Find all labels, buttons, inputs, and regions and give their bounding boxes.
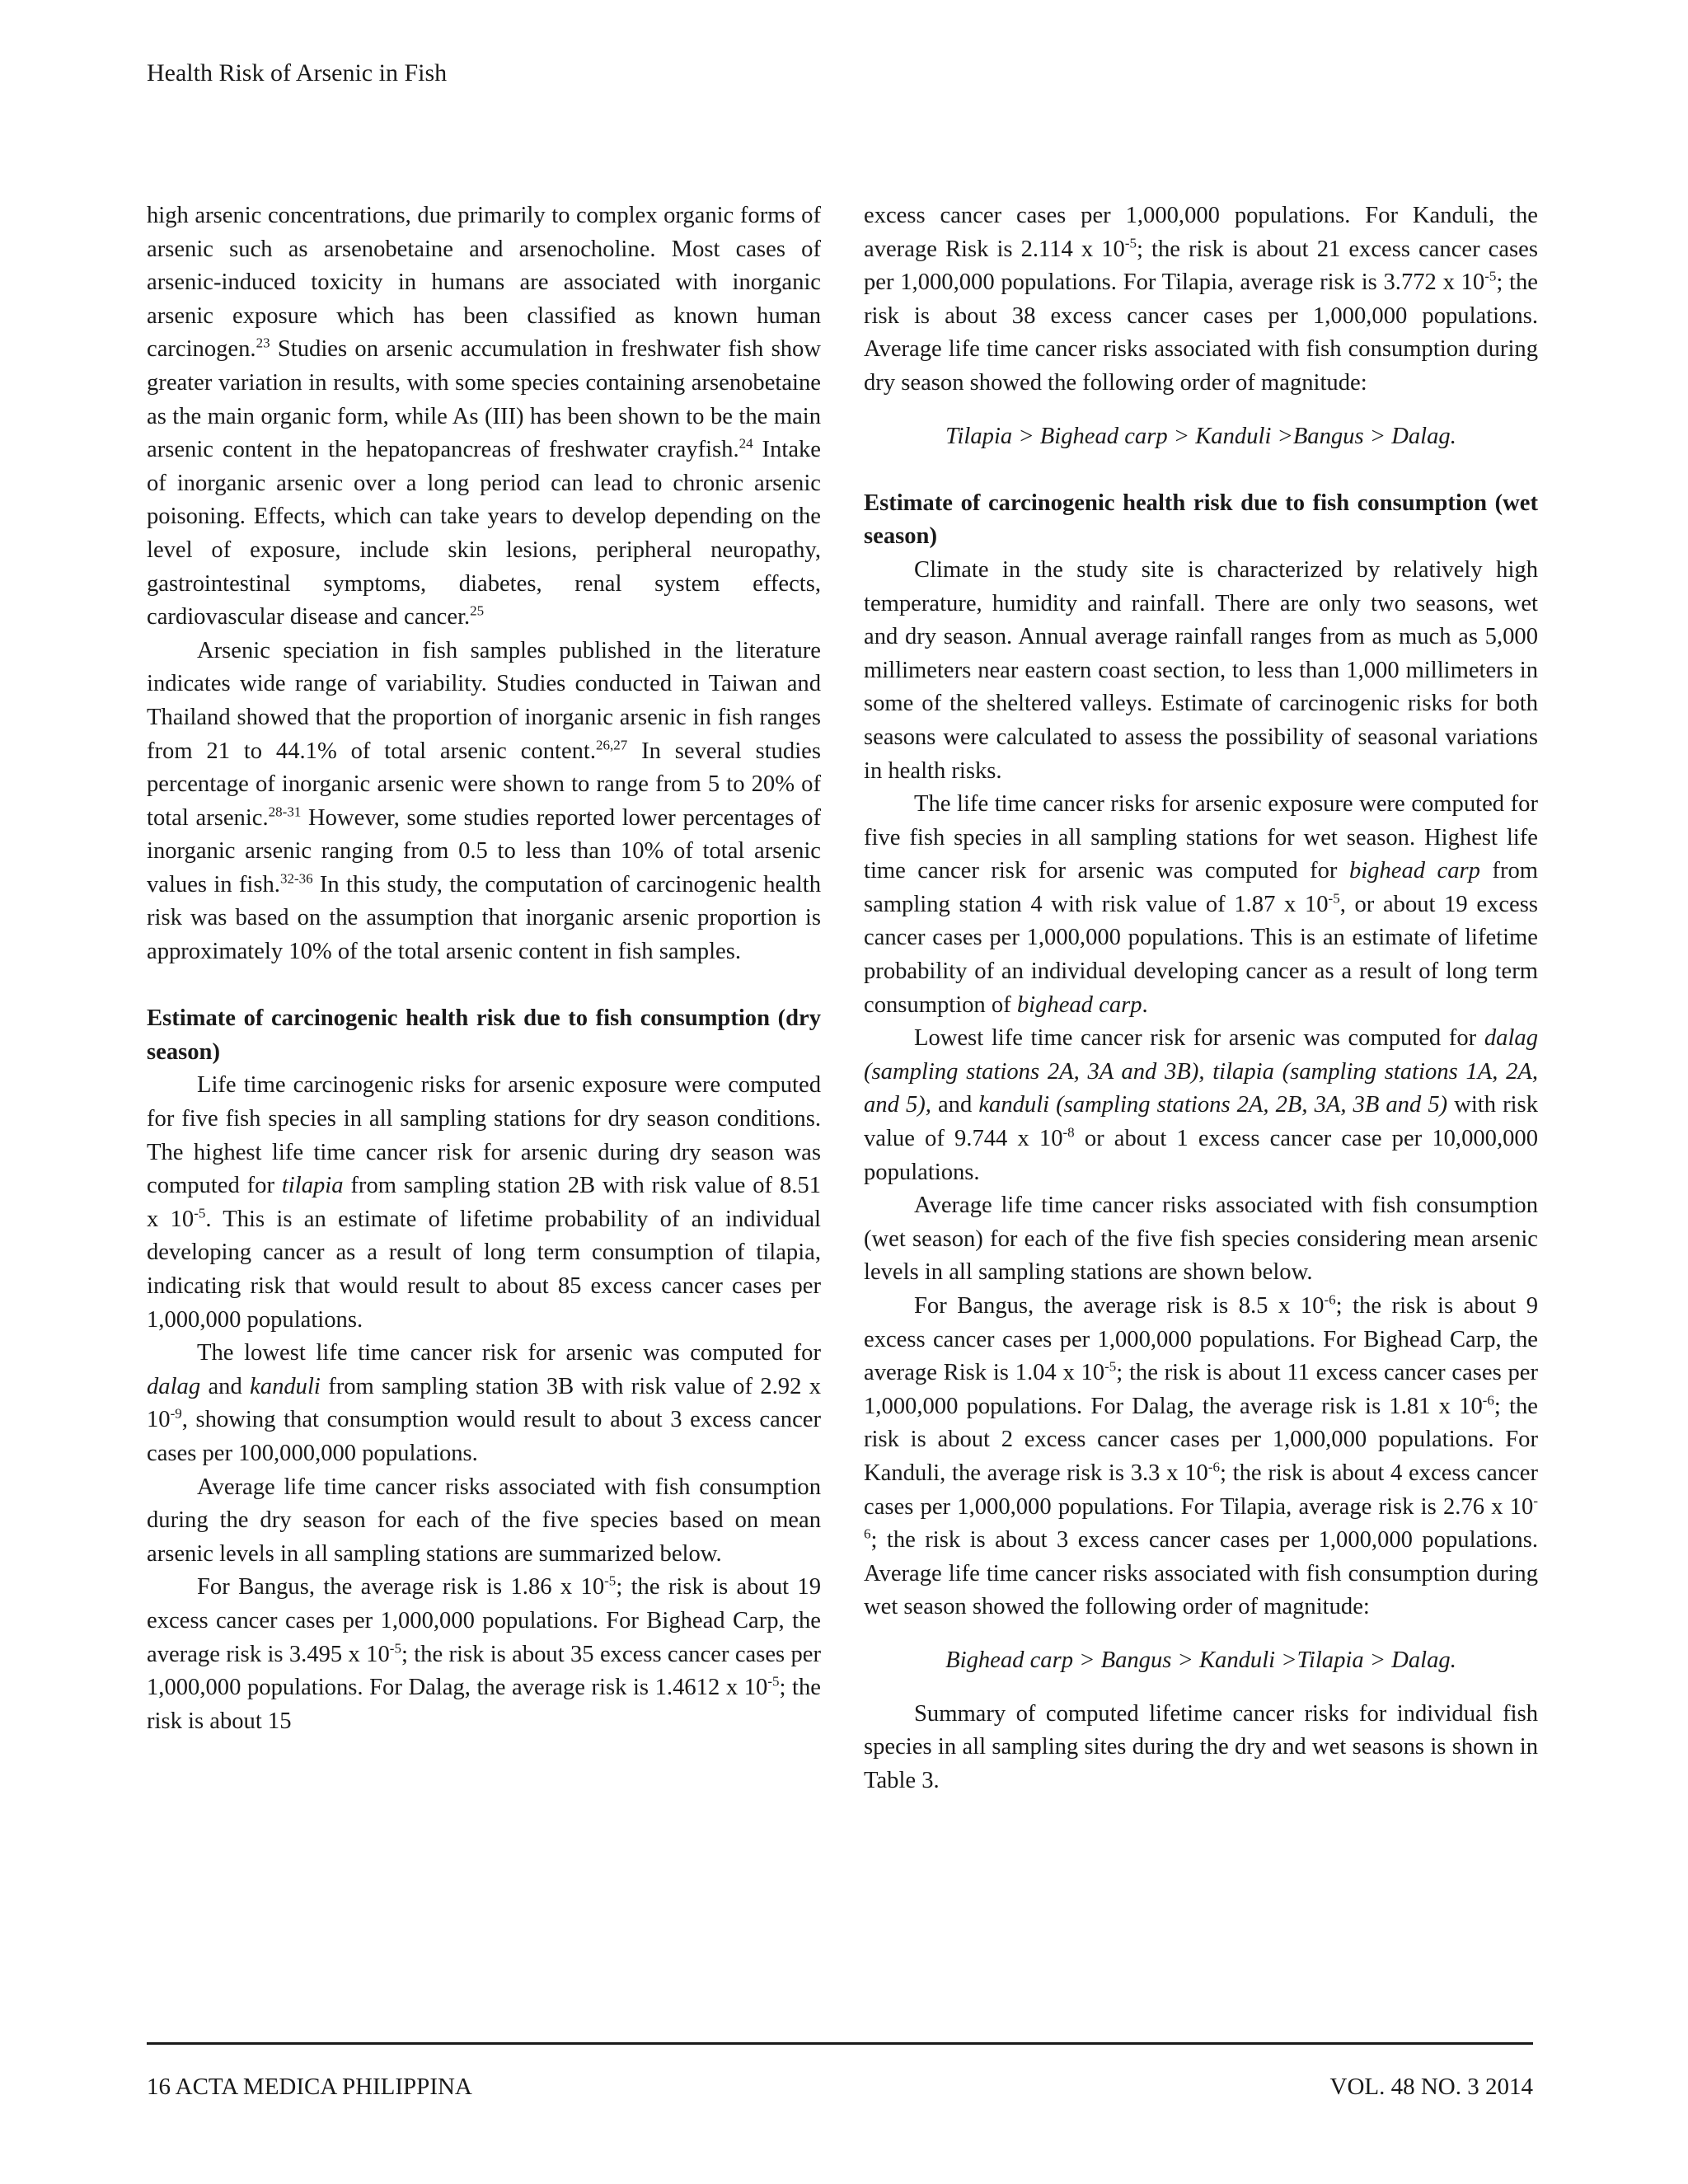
citation: 28-31 [268, 804, 302, 820]
running-title: Health Risk of Arsenic in Fish [147, 59, 448, 87]
paragraph: excess cancer cases per 1,000,000 populations. For Kanduli, the average Risk is 2.114 x $10^{-5}$; the risk is about 21 excess cancer cases per 1,000,000 populations. For Tilapia, average risk is 3.772 x $10^{-5}$; the risk is about 38 excess cancer cases per 1,000,000 populations. Average life time cancer risks associated with fish consumption during dry season showed the following order of magnitude: [864, 203, 1538, 396]
right-column [864, 199, 1538, 1797]
paragraph: For Bangus, the average risk is 8.5 x $10^{-6}$; the risk is about 9 excess cancer cases per 1,000,000 populations. For Bighead Carp, the average Risk is 1.04 x $10^{-5}$; the risk is about 11 excess cancer cases per 1,000,000 populations. For Dalag, the average risk is 1.81 x $10^{-6}$; the risk is about 2 excess cancer cases per 1,000,000 populations. For Kanduli, the average risk is 3.3 x $10^{-6}$; the risk is about 4 excess cancer cases per 1,000,000 populations. For Tilapia, average risk is 2.76 x $10^{-6}$; the risk is about 3 excess cancer cases per 1,000,000 populations. Average life time cancer risks associated with fish consumption during wet season showed the following order of magnitude: [864, 1291, 1539, 1620]
paragraph: high arsenic concentrations, due primarily to complex organic forms of arsenic such as arsenobetaine and arsenocholine. Most cases of arsenic-induced toxicity in humans are associated with inorganic arsenic exposure which has been classified as known human carcinogen.$^{23}$ Studies on arsenic accumulation in freshwater fish show greater variation in results, with some species containing arsenobetaine as the main organic form, while As (III) has been shown to be the main arsenic content in the hepatopancreas of freshwater crayfish.$^{24}$ Intake of inorganic arsenic over a long period can lead to chronic arsenic poisoning. Effects, which can take years to develop depending on the level of exposure, include skin lesions, peripheral neuropathy, gastrointestinal symptoms, diabetes, renal system effects, cardiovascular disease and cancer.$^{25}$ [147, 203, 821, 630]
left-column [147, 199, 821, 1738]
paragraph: Arsenic speciation in fish samples published in the literature indicates wide range of variability. Studies conducted in Taiwan and Thailand showed that the proportion of inorganic arsenic in fish ranges from 21 to 44.1% of total arsenic content.$^{26,27}$ In several studies percentage of inorganic arsenic were shown to range from 5 to 20% of total arsenic.$^{28-31}$ However, some studies reported lower percentages of inorganic arsenic ranging from 0.5 to less than 10% of total arsenic values in fish.$^{32-36}$ In this study, the computation of carcinogenic health risk was based on the assumption that inorganic arsenic proportion is approximately 10% of the total arsenic content in fish samples. [147, 637, 822, 965]
order-of-magnitude-dry: Tilapia > Bighead carp > Kanduli >Bangus > Dalag. [945, 423, 1456, 449]
paragraph: Climate in the study site is characterized by relatively high temperature, humidity and rainfall. There are only two seasons, wet and dry season. Annual average rainfall ranges from as much as 5,000 millimeters near eastern coast section, to less than 1,000 millimeters in some of the sheltered valleys. Estimate of carcinogenic risks for both seasons were calculated to assess the possibility of seasonal variations in health risks. [864, 556, 1538, 784]
footer-rule [147, 2042, 1533, 2045]
section-heading-wet-season: Estimate of carcinogenic health risk due to fish consumption (wet season) [864, 490, 1538, 550]
citation: 32-36 [279, 870, 313, 887]
paragraph: For Bangus, the average risk is 1.86 x $10^{-5}$; the risk is about 19 excess cancer cases per 1,000,000 populations. For Bighead Carp, the average risk is 3.495 x $10^{-5}$; the risk is about 35 excess cancer cases per 1,000,000 populations. For Dalag, the average risk is 1.4612 x $10^{-5}$; the risk is about 15 [147, 1572, 822, 1734]
citation: 25 [470, 602, 485, 619]
paragraph: Summary of computed lifetime cancer risks for individual fish species in all sampling sites during the dry and wet seasons is shown in Table 3. [864, 1700, 1538, 1793]
citation: 23 [256, 335, 270, 351]
section-heading-dry-season: Estimate of carcinogenic health risk due to fish consumption (dry season) [147, 1005, 821, 1065]
paragraph: The lowest life time cancer risk for arsenic was computed for dalag and kanduli from sampling station 3B with risk value of 2.92 x $10^{-9}$, showing that consumption would result to about 3 excess cancer cases per 100,000,000 populations. [147, 1340, 821, 1466]
paragraph: Average life time cancer risks associated with fish consumption during the dry season for each of the five species based on mean arsenic levels in all sampling stations are summarized below. [147, 1474, 821, 1567]
paragraph: The life time cancer risks for arsenic exposure were computed for five fish species in all sampling stations for wet season. Highest life time cancer risk for arsenic was computed for bighead carp from sampling station 4 with risk value of 1.87 x $10^{-5}$, or about 19 excess cancer cases per 1,000,000 populations. This is an estimate of lifetime probability of an individual developing cancer as a result of long term consumption of bighead carp. [864, 791, 1539, 1018]
paragraph: Lowest life time cancer risk for arsenic was computed for dalag (sampling stations 2A, 3A and 3B), tilapia (sampling stations 1A, 2A, and 5), and kanduli (sampling stations 2A, 2B, 3A, 3B and 5) with risk value of 9.744 x $10^{-8}$ or about 1 excess cancer case per 10,000,000 populations. [864, 1025, 1538, 1185]
order-of-magnitude-wet: Bighead carp > Bangus > Kanduli >Tilapia > Dalag. [945, 1647, 1456, 1673]
paragraph: Life time carcinogenic risks for arsenic exposure were computed for five fish species in all sampling stations for dry season conditions. The highest life time cancer risk for arsenic during dry season was computed for tilapia from sampling station 2B with risk value of 8.51 x $10^{-5}$. This is an estimate of lifetime probability of an individual developing cancer as a result of long term consumption of tilapia, indicating risk that would result to about 85 excess cancer cases per 1,000,000 populations. [147, 1072, 821, 1333]
citation: 26,27 [596, 736, 628, 752]
citation: 24 [738, 435, 753, 452]
footer-volume: VOL. 48 NO. 3 2014 [1329, 2074, 1533, 2100]
paragraph: Average life time cancer risks associated with fish consumption (wet season) for each of the five fish species considering mean arsenic levels in all sampling stations are shown below. [864, 1193, 1538, 1286]
footer-journal: 16 ACTA MEDICA PHILIPPINA [147, 2074, 472, 2100]
